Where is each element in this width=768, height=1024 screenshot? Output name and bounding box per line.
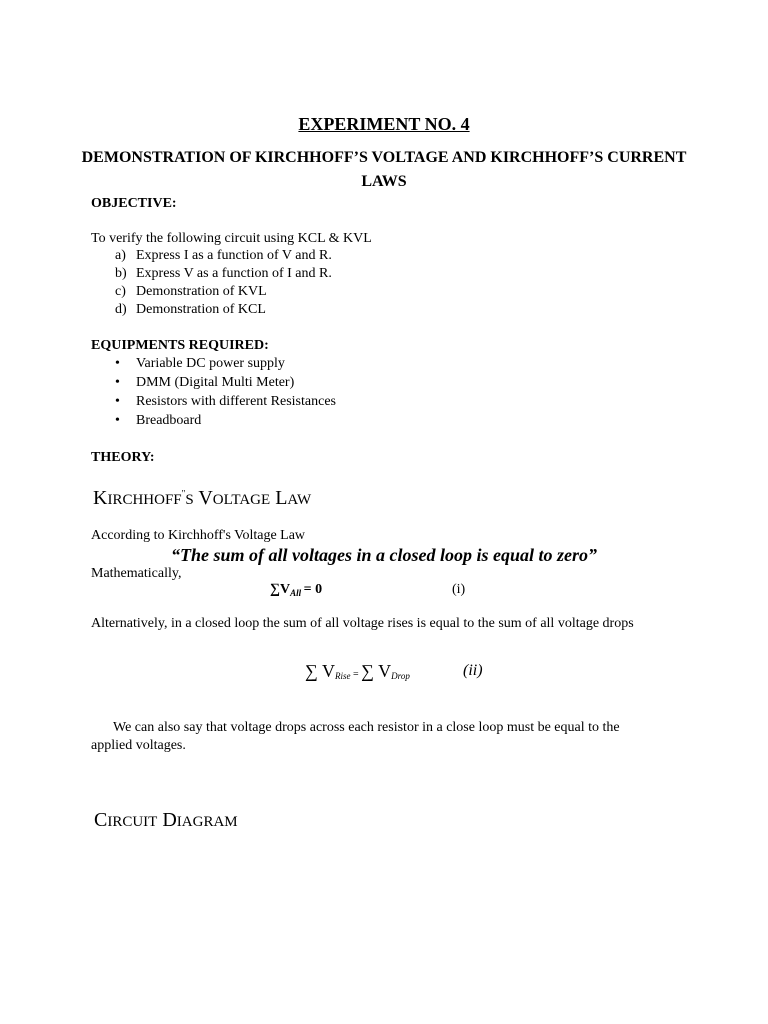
- circuit-diagram-heading: CIRCUIT DIAGRAM: [94, 809, 238, 831]
- list-item-text: Variable DC power supply: [136, 356, 285, 371]
- kvl-heading: KIRCHHOFF"S VOLTAGE LAW: [93, 487, 312, 509]
- list-item-text: Demonstration of KVL: [136, 284, 267, 299]
- bullet-icon: •: [115, 394, 120, 409]
- list-item-text: Demonstration of KCL: [136, 302, 266, 317]
- list-item-text: Express V as a function of I and R.: [136, 266, 332, 281]
- equation-2-label: (ii): [463, 662, 483, 679]
- bullet-icon: •: [115, 413, 120, 428]
- list-item-text: DMM (Digital Multi Meter): [136, 375, 295, 390]
- list-item-text: Breadboard: [136, 413, 202, 428]
- list-item: [115, 411, 336, 430]
- kvl-quote: “The sum of all voltages in a closed loop is equal to zero”: [171, 545, 597, 565]
- experiment-title: EXPERIMENT NO. 4: [298, 114, 470, 134]
- list-marker: a): [115, 248, 126, 263]
- equipment-list: [115, 354, 336, 430]
- list-item: [115, 301, 332, 319]
- theory-heading: THEORY:: [91, 450, 155, 465]
- mathematically-text: Mathematically,: [91, 566, 182, 581]
- list-item: [115, 354, 336, 373]
- list-item: [115, 392, 336, 411]
- according-text: According to Kirchhoff's Voltage Law: [91, 528, 306, 543]
- list-marker: b): [115, 266, 127, 281]
- equation-1: $\sum V_{All} = 0$: [270, 582, 323, 598]
- objective-heading: OBJECTIVE:: [91, 196, 177, 211]
- bullet-icon: •: [115, 375, 120, 390]
- list-item: [115, 247, 332, 265]
- list-item: [115, 373, 336, 392]
- list-item-text: Resistors with different Resistances: [136, 394, 336, 409]
- experiment-subtitle: DEMONSTRATION OF KIRCHHOFF’S VOLTAGE AND KIRCHHOFF’S CURRENT LAWS: [81, 149, 687, 190]
- list-item: [115, 283, 332, 301]
- list-marker: d): [115, 302, 127, 317]
- equation-1-label: (i): [452, 582, 466, 597]
- list-marker: c): [115, 284, 126, 299]
- objective-list: [115, 247, 332, 319]
- voltage-drop-paragraph: We can also say that voltage drops across each resistor in a close loop must be equal to the applied voltages.: [91, 720, 620, 754]
- bullet-icon: •: [115, 356, 120, 371]
- equipment-heading: EQUIPMENTS REQUIRED:: [91, 338, 269, 353]
- list-item: [115, 265, 332, 283]
- equation-2: ∑ VRise = ∑ VDrop: [305, 661, 410, 681]
- alternatively-text: Alternatively, in a closed loop the sum of all voltage rises is equal to the sum of all voltage drops: [91, 616, 634, 631]
- list-item-text: Express I as a function of V and R.: [136, 248, 332, 263]
- objective-intro: To verify the following circuit using KCL & KVL: [91, 231, 372, 246]
